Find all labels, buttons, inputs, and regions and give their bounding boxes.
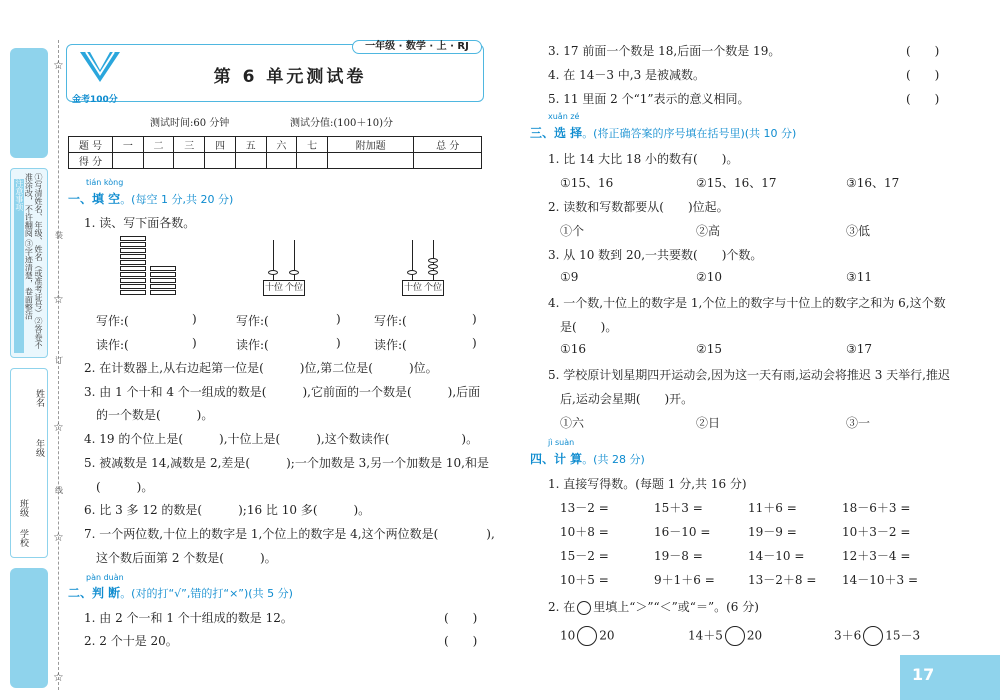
write-label: 写作:( — [96, 314, 129, 328]
section-pinyin: tián kòng — [86, 178, 124, 187]
choice-option[interactable]: ③低 — [846, 224, 871, 238]
calc-item: 19－9 = — [748, 525, 797, 539]
notice-tag: 注意事项 — [14, 179, 24, 353]
judge-question: 4. 在 14－3 中,3 是被减数。 — [548, 68, 706, 82]
star-icon: ☆ — [53, 420, 64, 434]
calc-item: 12＋3－4 = — [842, 549, 911, 563]
notice-text: ①写清姓名、年级、姓名（或准考证号）②答卷不准涂改，不许翻阅 ③字迹清楚，卷面整洁 — [24, 173, 43, 349]
compare-right: 15－3 — [885, 628, 921, 643]
write-label: 写作:( — [236, 314, 269, 328]
close-paren: ) — [472, 312, 477, 326]
close-paren: ) — [336, 336, 341, 350]
compare-question — [548, 598, 759, 615]
student-info-box — [10, 368, 48, 558]
table-cell: 七 — [297, 137, 328, 153]
score-cell[interactable] — [113, 153, 144, 169]
brand-logo-icon — [70, 48, 130, 88]
calc-item: 14－10＋3 = — [842, 573, 919, 587]
question-cont: 后,运动会星期( )开。 — [560, 392, 694, 406]
section-heading — [68, 584, 293, 601]
question-cont: 这个数后面第 2 个数是( )。 — [96, 551, 277, 565]
binding-strip-bottom — [10, 568, 48, 688]
section-hint: 。(每空 1 分,共 20 分) — [120, 193, 234, 206]
score-cell[interactable] — [327, 153, 414, 169]
abacus-label: 十位 — [264, 283, 283, 293]
answer-paren[interactable]: ( ) — [906, 68, 940, 82]
question-cont: 的一个数是( )。 — [96, 408, 214, 422]
question: 1. 读、写下面各数。 — [84, 216, 196, 230]
calc-item: 10＋5 = — [560, 573, 609, 587]
choice-question: 2. 读数和写数都要从( )位起。 — [548, 200, 729, 214]
calc-item: 10＋8 = — [560, 525, 609, 539]
compare-post: 里填上“＞”“＜”或“＝”。(6 分) — [593, 600, 759, 614]
table-cell: 五 — [235, 137, 266, 153]
abacus-label: 个位 — [423, 283, 442, 293]
calc-item: 11＋6 = — [748, 501, 797, 515]
question: 2. 在计数器上,从右边起第一位是( )位,第二位是( )位。 — [84, 361, 438, 375]
compare-circle[interactable] — [863, 626, 883, 646]
write-label: 写作:( — [374, 314, 407, 328]
score-cell[interactable] — [414, 153, 482, 169]
calc-item: 13－2＋8 = — [748, 573, 817, 587]
section-hint: 。(将正确答案的序号填在括号里)(共 10 分) — [582, 127, 797, 140]
calc-item: 10＋3－2 = — [842, 525, 911, 539]
score-cell[interactable] — [235, 153, 266, 169]
choice-question: 5. 学校原计划星期四开运动会,因为这一天有雨,运动会将推迟 3 天举行,推迟 — [548, 368, 950, 382]
compare-circle[interactable] — [725, 626, 745, 646]
abacus-label: 个位 — [284, 283, 303, 293]
score-table — [68, 136, 482, 169]
star-icon: ☆ — [53, 670, 64, 684]
section-title: 三、选 择 — [530, 126, 583, 140]
answer-paren[interactable]: ( ) — [444, 634, 478, 648]
answer-paren[interactable]: ( ) — [906, 92, 940, 106]
table-cell: 一 — [113, 137, 144, 153]
section-pinyin: jì suàn — [548, 438, 575, 447]
choice-option[interactable]: ②10 — [696, 270, 723, 284]
section-title: 一、填 空 — [68, 192, 121, 206]
compare-left: 3＋6 — [834, 628, 862, 643]
field-name: 姓名 — [34, 389, 44, 407]
cut-word: 线 — [55, 486, 63, 495]
compare-left: 10 — [560, 628, 576, 643]
choice-option[interactable]: ②15、16、17 — [696, 176, 777, 190]
read-label: 读作:( — [236, 338, 269, 352]
choice-option[interactable]: ①六 — [560, 416, 585, 430]
table-cell: 题 号 — [69, 137, 113, 153]
score-cell[interactable] — [174, 153, 205, 169]
question: 4. 19 的个位上是( ),十位上是( ),这个数读作( )。 — [84, 432, 479, 446]
choice-option[interactable]: ③16、17 — [846, 176, 900, 190]
field-school: 学校 — [18, 529, 28, 547]
calc-item: 18－6＋3 = — [842, 501, 911, 515]
table-cell: 四 — [205, 137, 236, 153]
brand-name: 金考100分 — [72, 95, 118, 105]
read-label: 读作:( — [96, 338, 129, 352]
question: 6. 比 3 多 12 的数是( );16 比 10 多( )。 — [84, 503, 371, 517]
calc-item: 9＋1＋6 = — [654, 573, 715, 587]
question: 7. 一个两位数,十位上的数字是 1,个位上的数字是 4,这个两位数是( ), — [84, 527, 495, 541]
calc-item: 19－8 = — [654, 549, 703, 563]
section-heading — [530, 124, 796, 141]
page-title: 第 6 单元测试卷 — [213, 67, 367, 87]
calc-item: 15＋3 = — [654, 501, 703, 515]
question: 5. 被减数是 14,减数是 2,差是( );一个加数是 3,另一个加数是 10,和是 — [84, 456, 489, 470]
close-paren: ) — [336, 312, 341, 326]
judge-question: 3. 17 前面一个数是 18,后面一个数是 19。 — [548, 44, 781, 58]
close-paren: ) — [192, 336, 197, 350]
test-score: 测试分值:(100＋10)分 — [290, 118, 393, 129]
section-title: 二、判 断 — [68, 586, 121, 600]
compare-item — [688, 626, 762, 646]
judge-question: 5. 11 里面 2 个“1”表示的意义相同。 — [548, 92, 750, 106]
table-cell: 三 — [174, 137, 205, 153]
score-cell[interactable] — [205, 153, 236, 169]
compare-circle[interactable] — [577, 626, 597, 646]
section-pinyin: pàn duàn — [86, 573, 124, 582]
calc-item: 13－2 = — [560, 501, 609, 515]
question-cont: 是( )。 — [560, 320, 618, 334]
choice-option[interactable]: ①9 — [560, 270, 579, 284]
score-cell[interactable] — [143, 153, 174, 169]
close-paren: ) — [472, 336, 477, 350]
judge-question: 1. 由 2 个一和 1 个十组成的数是 12。 — [84, 611, 293, 625]
table-cell: 总 分 — [414, 137, 482, 153]
calc-item: 14－10 = — [748, 549, 805, 563]
section-heading — [530, 450, 645, 467]
table-cell: 六 — [266, 137, 297, 153]
abacus-diagram — [402, 240, 444, 296]
field-class: 班级 — [18, 499, 28, 517]
choice-question: 1. 比 14 大比 18 小的数有( )。 — [548, 152, 739, 166]
compare-item — [560, 626, 615, 646]
read-label: 读作:( — [374, 338, 407, 352]
circle-icon — [577, 601, 591, 615]
notice-box — [10, 168, 48, 358]
close-paren: ) — [192, 312, 197, 326]
choice-question: 3. 从 10 数到 20,一共要数( )个数。 — [548, 248, 763, 262]
choice-option[interactable]: ②日 — [696, 416, 721, 430]
cut-word: 装 — [55, 231, 63, 240]
choice-option[interactable]: ①16 — [560, 342, 587, 356]
judge-question: 2. 2 个十是 20。 — [84, 634, 178, 648]
compare-right: 20 — [599, 628, 615, 643]
answer-paren[interactable]: ( ) — [906, 44, 940, 58]
star-icon: ☆ — [53, 530, 64, 544]
choice-option[interactable]: ①个 — [560, 224, 585, 238]
star-icon: ☆ — [53, 58, 64, 72]
section-title: 四、计 算 — [530, 452, 583, 466]
compare-pre: 2. 在 — [548, 600, 576, 614]
abacus-diagram — [263, 240, 305, 296]
abacus-label: 十位 — [403, 283, 422, 293]
answer-paren[interactable]: ( ) — [444, 611, 478, 625]
section-hint: 。(对的打“√”,错的打“×”)(共 5 分) — [120, 587, 293, 600]
test-time: 测试时间:60 分钟 — [150, 118, 230, 129]
choice-option[interactable]: ③一 — [846, 416, 871, 430]
choice-question: 4. 一个数,十位上的数字是 1,个位上的数字与十位上的数字之和为 6,这个数 — [548, 296, 946, 310]
choice-option[interactable]: ②高 — [696, 224, 721, 238]
table-cell: 附加题 — [327, 137, 414, 153]
field-grade: 年级 — [34, 439, 44, 457]
section-heading — [68, 190, 233, 207]
question-cont: ( )。 — [96, 480, 154, 494]
calc-item: 16－10 = — [654, 525, 711, 539]
binding-strip-top — [10, 48, 48, 158]
compare-right: 20 — [746, 628, 763, 643]
grade-label: 一年级 · 数学 · 上 · RJ — [352, 40, 482, 54]
section-pinyin: xuǎn zé — [548, 112, 580, 121]
compare-item — [834, 626, 920, 646]
choice-option[interactable]: ②15 — [696, 342, 723, 356]
stick-bundle-diagram — [120, 236, 176, 296]
choice-option[interactable]: ③11 — [846, 270, 873, 284]
question: 3. 由 1 个十和 4 个一组成的数是( ),它前面的一个数是( ),后面 — [84, 385, 481, 399]
section-hint: 。(共 28 分) — [582, 453, 645, 466]
cut-word: 订 — [55, 356, 63, 365]
table-cell: 得 分 — [69, 153, 113, 169]
compare-left: 14＋5 — [688, 628, 723, 643]
choice-option[interactable]: ①15、16 — [560, 176, 614, 190]
score-cell[interactable] — [297, 153, 328, 169]
score-cell[interactable] — [266, 153, 297, 169]
calc-question: 1. 直接写得数。(每题 1 分,共 16 分) — [548, 477, 747, 491]
page-number: 17 — [900, 655, 1000, 700]
calc-item: 15－2 = — [560, 549, 609, 563]
star-icon: ☆ — [53, 292, 64, 306]
choice-option[interactable]: ③17 — [846, 342, 873, 356]
table-cell: 二 — [143, 137, 174, 153]
